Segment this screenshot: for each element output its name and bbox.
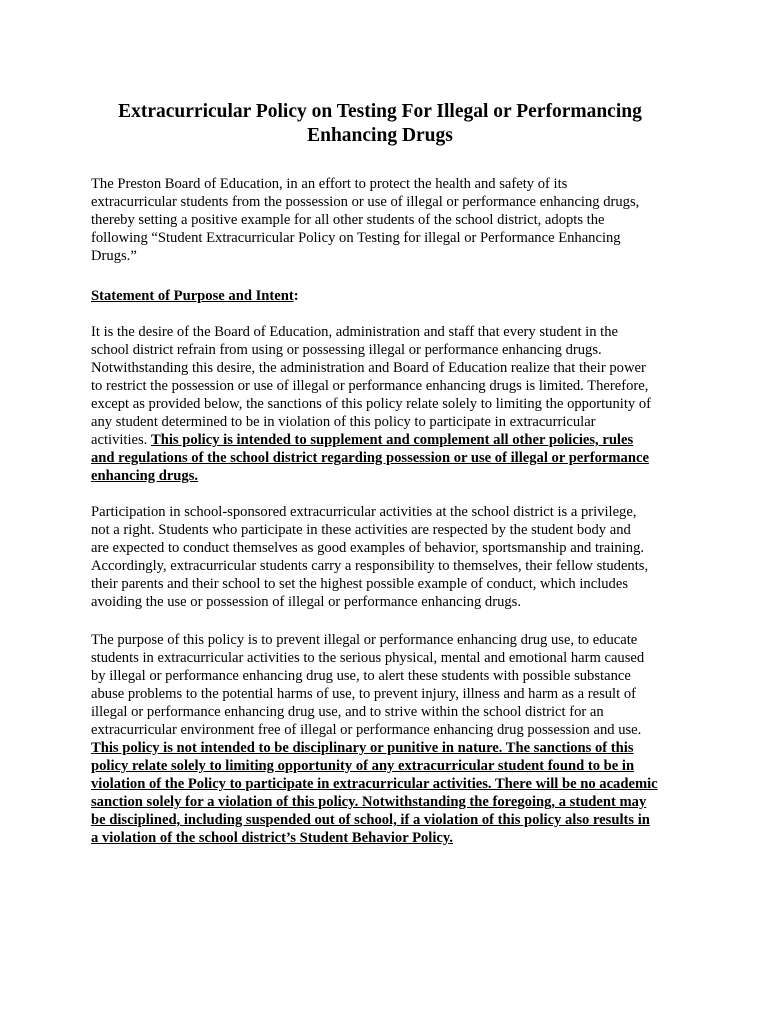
text-line: school district refrain from using or possessing illegal or performance enhancing drugs.	[91, 342, 602, 358]
plain-text: activities.	[91, 432, 151, 448]
text-line: following “Student Extracurricular Policy on Testing for illegal or Performance Enhancing	[91, 230, 621, 246]
emphasis-line: a violation of the school district’s Student Behavior Policy.	[91, 830, 454, 846]
section-heading	[91, 287, 299, 305]
text-line: Notwithstanding this desire, the administration and Board of Education realize that their power	[91, 360, 646, 376]
emphasis-text: This policy is intended to supplement and complement all other policies, rules	[150, 432, 634, 448]
text-line: extracurricular students from the possession or use of illegal or performance enhancing drugs,	[91, 194, 640, 210]
section-heading-text: Statement of Purpose and Intent	[91, 288, 294, 304]
text-line: by illegal or performance enhancing drug use, to alert these students with possible substance	[91, 668, 631, 684]
mixed-line	[91, 431, 691, 449]
title-line: Extracurricular Policy on Testing For Illegal or Performancing	[118, 101, 642, 122]
purpose-paragraph	[91, 323, 691, 485]
text-line: The Preston Board of Education, in an effort to protect the health and safety of its	[91, 176, 568, 192]
text-line: Accordingly, extracurricular students carry a responsibility to themselves, their fellow students,	[91, 558, 649, 574]
text-line: their parents and their school to set the highest possible example of conduct, which includes	[91, 576, 628, 592]
emphasis-line: enhancing drugs.	[91, 468, 199, 484]
text-line: thereby setting a positive example for all other students of the school district, adopts the	[91, 212, 605, 228]
text-line: avoiding the use or possession of illegal or performance enhancing drugs.	[91, 594, 521, 610]
policy-purpose-paragraph	[91, 631, 691, 847]
text-line: The purpose of this policy is to prevent illegal or performance enhancing drug use, to educate	[91, 632, 638, 648]
section-heading-colon: :	[293, 288, 299, 304]
emphasis-line: be disciplined, including suspended out of school, if a violation of this policy also results in	[91, 812, 650, 828]
emphasis-line: sanction solely for a violation of this policy. Notwithstanding the foregoing, a student may	[91, 794, 647, 810]
text-line: extracurricular environment free of illegal or performance enhancing drug possession and use.	[91, 722, 642, 738]
text-line: Drugs.”	[91, 248, 137, 264]
text-line: any student determined to be in violation of this policy to participate in extracurricular	[91, 414, 596, 430]
document-title	[80, 100, 680, 148]
text-line: not a right. Students who participate in these activities are respected by the student body and	[91, 522, 631, 538]
text-line: students in extracurricular activities to the serious physical, mental and emotional harm caused	[91, 650, 645, 666]
intro-paragraph	[91, 175, 691, 265]
text-line: are expected to conduct themselves as good examples of behavior, sportsmanship and training.	[91, 540, 645, 556]
participation-paragraph	[91, 503, 691, 611]
title-line: Enhancing Drugs	[307, 125, 453, 146]
emphasis-line: and regulations of the school district regarding possession or use of illegal or performance	[91, 450, 649, 466]
text-line: except as provided below, the sanctions of this policy relate solely to limiting the opportunity of	[91, 396, 651, 412]
emphasis-line: violation of the Policy to participate in extracurricular activities. There will be no academic	[91, 776, 658, 792]
text-line: illegal or performance enhancing drug use, and to strive within the school district for an	[91, 704, 604, 720]
emphasis-line: This policy is not intended to be disciplinary or punitive in nature. The sanctions of this	[91, 740, 634, 756]
text-line: Participation in school-sponsored extracurricular activities at the school district is a privilege,	[91, 504, 637, 520]
text-line: It is the desire of the Board of Education, administration and staff that every student in the	[91, 324, 618, 340]
text-line: abuse problems to the potential harms of use, to prevent injury, illness and harm as a result of	[91, 686, 636, 702]
text-line: to restrict the possession or use of illegal or performance enhancing drugs is limited. Therefore,	[91, 378, 649, 394]
emphasis-line: policy relate solely to limiting opportunity of any extracurricular student found to be in	[91, 758, 635, 774]
